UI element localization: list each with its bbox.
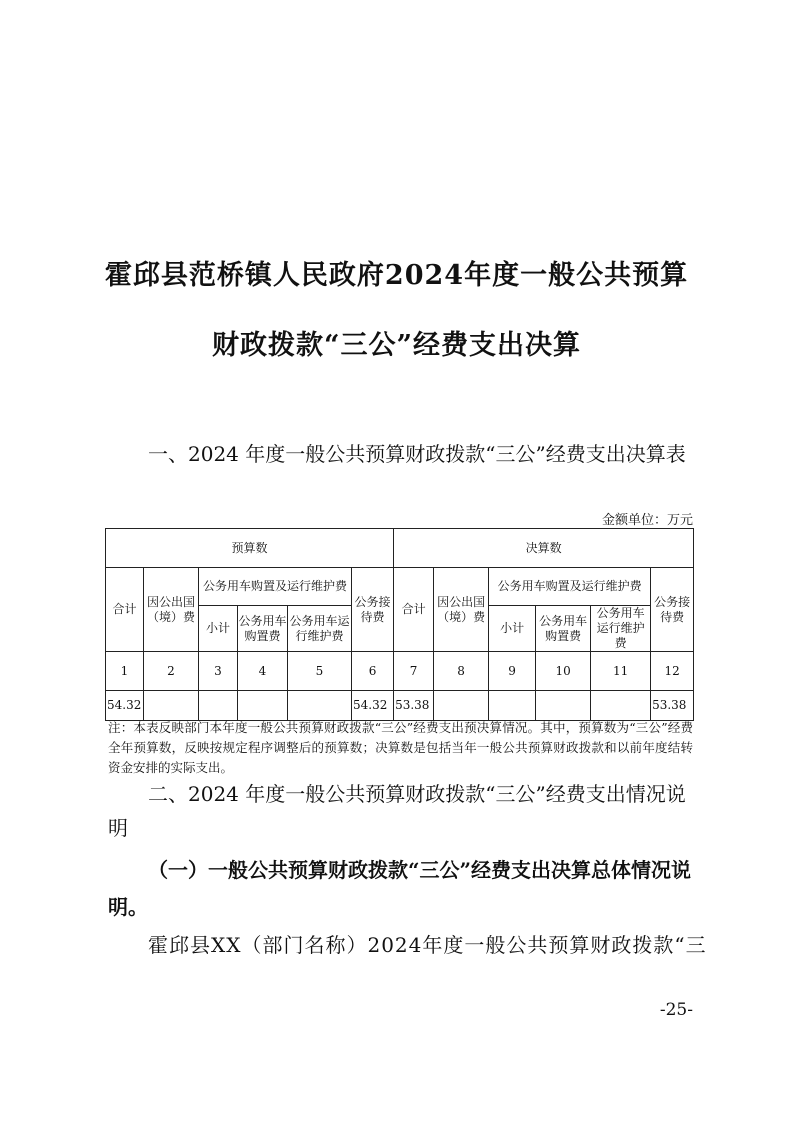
final-vehicle-group-header: 公务用车购置及运行维护费 (489, 568, 651, 606)
budget-subtotal-header: 小计 (199, 606, 238, 652)
section2-heading: 二、2024 年度一般公共预算财政拨款“三公”经费支出情况说明 (108, 782, 686, 840)
budget-vehicle-run-header: 公务用车运行维护费 (288, 606, 352, 652)
column-number: 2 (144, 652, 199, 691)
page-title-line1: 霍邱县范桥镇人民政府2024年度一般公共预算 (104, 260, 689, 291)
final-header: 决算数 (394, 529, 694, 568)
budget-total-header: 合计 (106, 568, 144, 652)
column-number: 11 (591, 652, 651, 691)
value-cell: 54.32 (106, 691, 144, 721)
budget-vehicle-group-header: 公务用车购置及运行维护费 (199, 568, 352, 606)
budget-vehicle-purchase-header: 公务用车购置费 (238, 606, 288, 652)
final-total-header: 合计 (394, 568, 434, 652)
paragraph-1: 霍邱县XX（部门名称）2024年度一般公共预算财政拨款“三 (148, 933, 707, 957)
column-number: 12 (651, 652, 694, 691)
final-subtotal-header: 小计 (489, 606, 536, 652)
final-reception-header: 公务接待费 (651, 568, 694, 652)
column-number: 3 (199, 652, 238, 691)
value-cell (144, 691, 199, 721)
page-title-line2: 财政拨款“三公”经费支出决算 (211, 330, 582, 361)
section1-heading: 一、2024 年度一般公共预算财政拨款“三公”经费支出决算表 (148, 442, 686, 466)
column-number: 9 (489, 652, 536, 691)
column-number: 6 (352, 652, 394, 691)
column-number: 8 (434, 652, 489, 691)
page-number: -25- (659, 1000, 693, 1020)
value-cell (489, 691, 536, 721)
column-number: 10 (536, 652, 591, 691)
three-public-expense-table (105, 528, 694, 721)
final-vehicle-run-header: 公务用车运行维护费 (591, 606, 651, 652)
amount-unit: 金额单位：万元 (601, 513, 693, 528)
value-cell (591, 691, 651, 721)
value-cell (434, 691, 489, 721)
value-cell: 53.38 (394, 691, 434, 721)
final-travel-header: 因公出国（境）费 (434, 568, 489, 652)
column-number: 4 (238, 652, 288, 691)
value-cell (536, 691, 591, 721)
final-vehicle-purchase-header: 公务用车购置费 (536, 606, 591, 652)
table-note: 注：本表反映部门本年度一般公共预算财政拨款“三公”经费支出预决算情况。其中，预算数为“三公”经费全年预算数，反映按规定程序调整后的预算数；决算数是包括当年一般公共预算财政拨款和以前年度结转资金安排的实际支出。 (108, 720, 693, 775)
budget-reception-header: 公务接待费 (352, 568, 394, 652)
value-cell: 53.38 (651, 691, 694, 721)
column-number: 7 (394, 652, 434, 691)
value-cell: 54.32 (352, 691, 394, 721)
budget-travel-header: 因公出国（境）费 (144, 568, 199, 652)
budget-header: 预算数 (106, 529, 394, 568)
column-number: 1 (106, 652, 144, 691)
value-cell (288, 691, 352, 721)
value-cell (199, 691, 238, 721)
value-cell (238, 691, 288, 721)
column-number: 5 (288, 652, 352, 691)
subsection1-heading: （一）一般公共预算财政拨款“三公”经费支出决算总体情况说明。 (108, 858, 692, 919)
